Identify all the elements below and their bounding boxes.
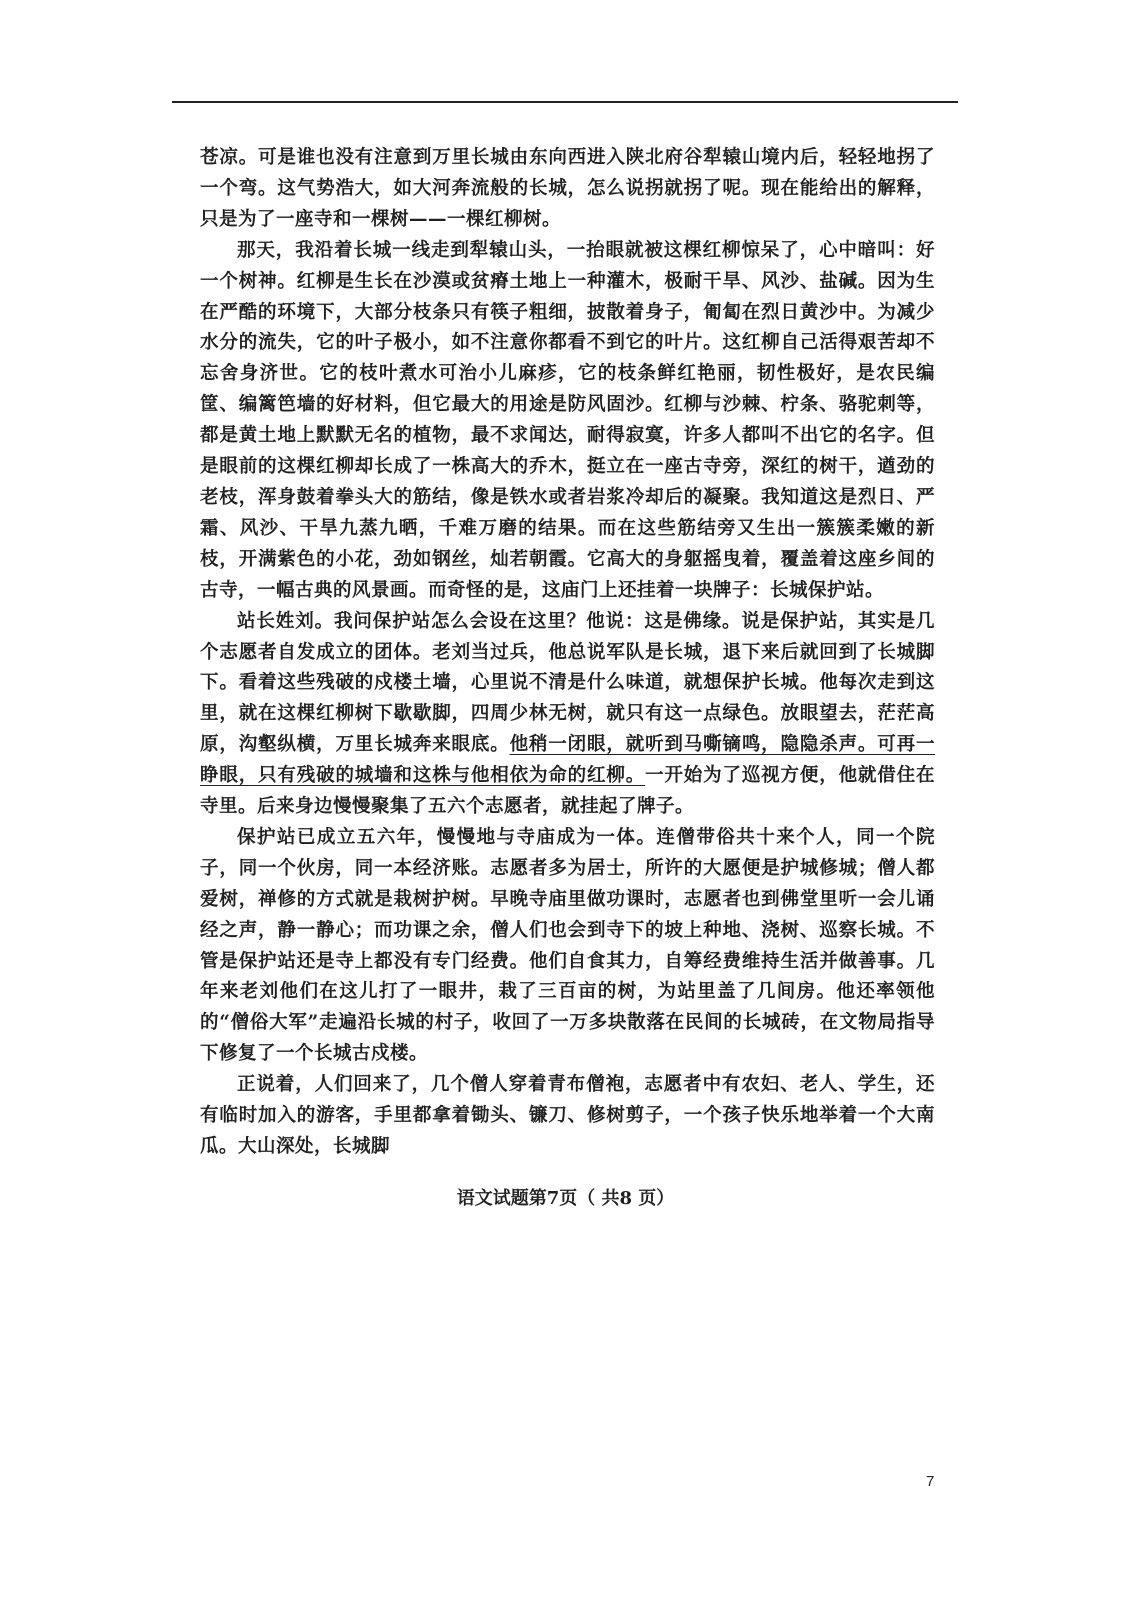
paragraph-2: 那天，我沿着长城一线走到犁辕山头，一抬眼就被这棵红柳惊呆了，心中暗叫：好一个树神。红柳是生长在沙漠或贫瘠土地上一种灌木，极耐干旱、风沙、盐碱。因为生在严酷的环境下，大部分枝条只有筷子粗细，披散着身子，匍匐在烈日黄沙中。为减少水分的流失，它的叶子极小，如不注意你都看不到它的叶片。这红柳自己活得艰苦却不忘舍身济世。它的枝叶煮水可治小儿麻疹，它的枝条鲜红艳丽，韧性极好，是农民编筐、编篱笆墙的好材料，但它最大的用途是防风固沙。红柳与沙棘、柠条、骆驼刺等，都是黄土地上默默无名的植物，最不求闻达，耐得寂寞，许多人都叫不出它的名字。但是眼前的这棵红柳却长成了一株高大的乔木，挺立在一座古寺旁，深红的树干，遒劲的老枝，浑身鼓着拳头大的筋结，像是铁水或者岩浆冷却后的凝聚。我知道这是烈日、严霜、风沙、干旱九蒸九晒，千难万磨的结果。而在这些筋结旁又生出一簇簇柔嫩的新枝，开满紫色的小花，劲如钢丝，灿若朝霞。它高大的身躯摇曳着，覆盖着这座乡间的古寺，一幅古典的风景画。而奇怪的是，这庙门上还挂着一块牌子：长城保护站。 — [200, 239, 935, 601]
page-number: 7 — [926, 1473, 935, 1490]
paragraph-3-text-before: 站长姓刘。我问保护站怎么会设在这里？他说：这是佛缘。说是保护站，其实是几个志愿者自发成立的团体。老刘当过兵，他总说军队是长城，退下来后就回到了长城脚下。看着这些残破的戍楼土墙，心里说不清是什么味道，就想保护长城。他每次走到这里，就在这棵红柳树下歇歇脚，四周少林无树，就只有这一点绿色。放眼望去，茫茫高原，沟壑纵横，万里长城奔来眼底。 — [200, 610, 935, 756]
header-rule — [172, 101, 958, 103]
paragraph-4: 保护站已成立五六年，慢慢地与寺庙成为一体。连僧带俗共十来个人，同一个院子，同一个伙房，同一本经济账。志愿者多为居士，所许的大愿便是护城修城；僧人都爱树，禅修的方式就是栽树护树。早晚寺庙里做功课时，志愿者也到佛堂里听一会儿诵经之声，静一静心；而功课之余，僧人们也会到寺下的坡上种地、浇树、巡察长城。不管是保护站还是寺上都没有专门经费。他们自食其力，自筹经费维持生活并做善事。几年来老刘他们在这儿打了一眼井，栽了三百亩的树，为站里盖了几间房。他还率领他的“僧俗大军”走遍沿长城的村子，收回了一万多块散落在民间的长城砖，在文物局指导下修复了一个长城古戍楼。 — [200, 826, 935, 1065]
paragraph-3-text-after: 一开始为了巡视方便，他就借住在寺里。后来身边慢慢聚集了五六个志愿者，就挂起了牌子。 — [200, 765, 935, 818]
paragraph-3 — [200, 607, 935, 823]
paragraph-1: 苍凉。可是谁也没有注意到万里长城由东向西进入陕北府谷犁辕山境内后，轻轻地拐了一个弯。这气势浩大，如大河奔流般的长城，怎么说拐就拐了呢。现在能给出的解释，只是为了一座寺和一棵树——一棵红柳树。 — [200, 147, 935, 230]
underlined-sentence: 他稍一闭眼，就听到马嘶镝鸣，隐隐杀声。可再一睁眼，只有残破的城墙和这株与他相依为命的红柳。 — [200, 734, 935, 787]
paragraph-5: 正说着，人们回来了，几个僧人穿着青布僧袍，志愿者中有农妇、老人、学生，还有临时加入的游客，手里都拿着锄头、镰刀、修树剪子，一个孩子快乐地举着一个大南瓜。大山深处，长城脚 — [200, 1074, 935, 1157]
article-body — [200, 143, 935, 1163]
page-footer: 语文试题第7页（ 共8 页） — [456, 1188, 675, 1209]
